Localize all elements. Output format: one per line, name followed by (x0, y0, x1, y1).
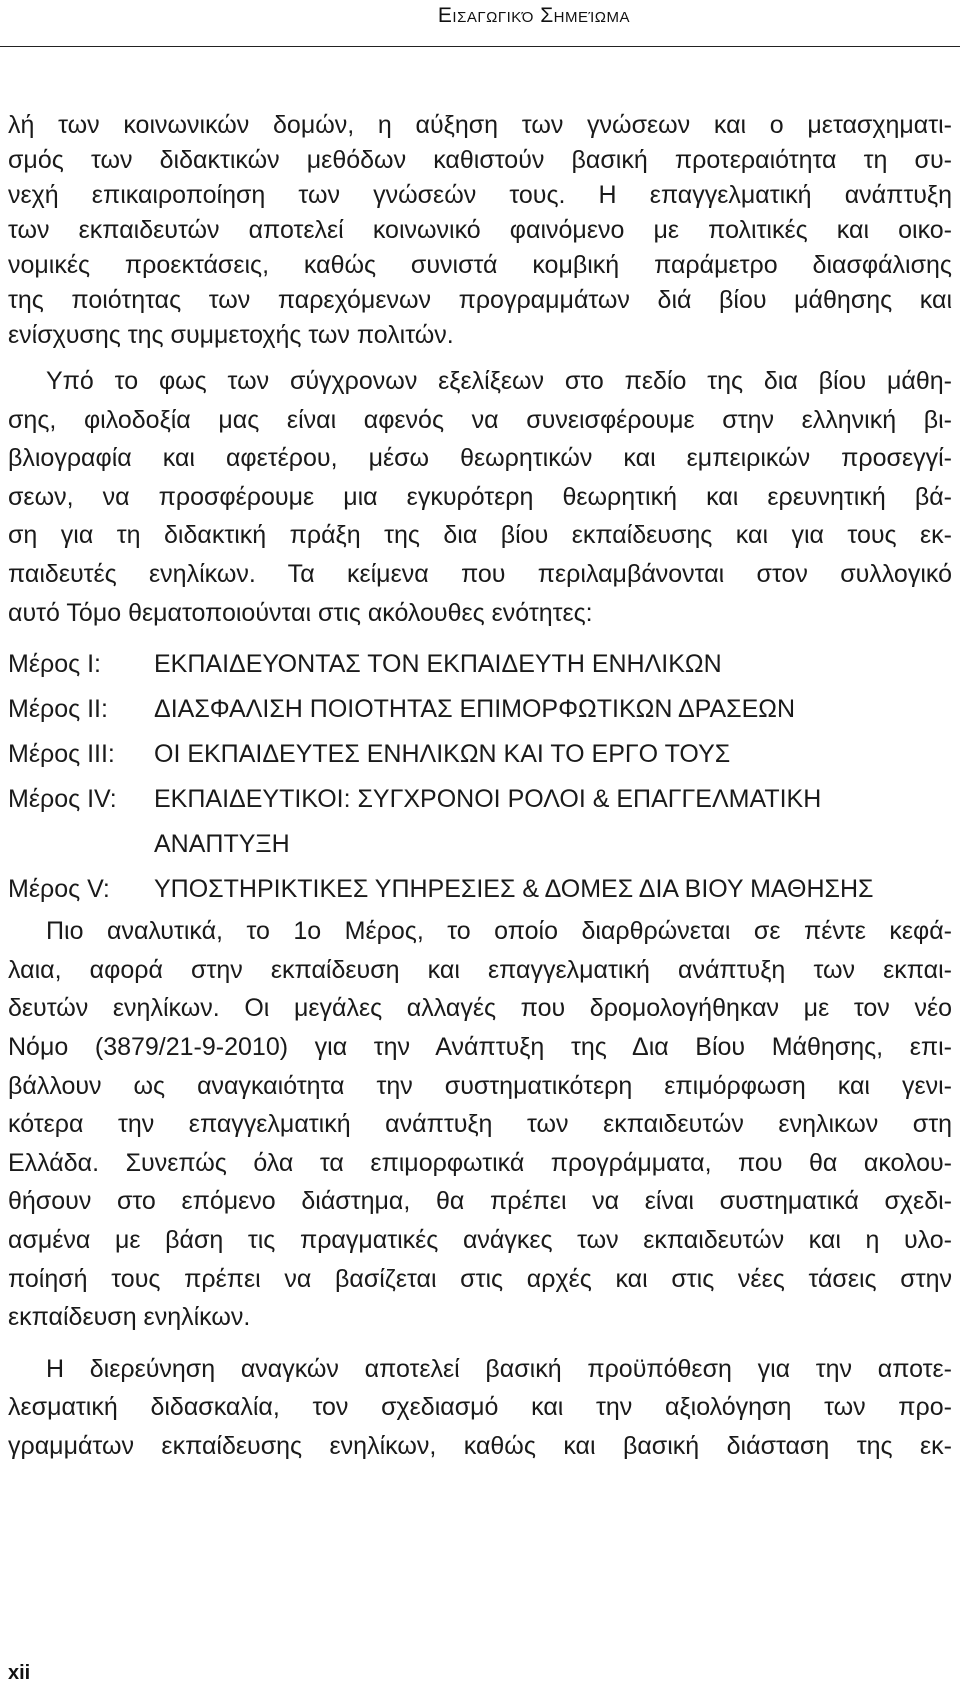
part-row (8, 732, 952, 777)
paragraph-4 (8, 1350, 952, 1466)
text-line: Η διερεύνηση αναγκών αποτελεί βασική προϋπόθεση για την αποτε- (46, 1354, 952, 1383)
text-line: θήσουν στο επόμενο διάστημα, θα πρέπει να είναι συστηματικά σχεδι- (8, 1187, 952, 1216)
part-label: Μέρος V: (8, 875, 110, 904)
text-line: των εκπαιδευτών αποτελεί κοινωνικό φαινόμενο με πολιτικές και οικο- (8, 216, 952, 244)
text-line: νομικές προεκτάσεις, καθώς συνιστά κομβική παράμετρο διασφάλισης (8, 251, 952, 279)
text-line: νεχή επικαιροποίηση των γνώσεών τους. Η επαγγελματική ανάπτυξη (8, 181, 952, 209)
running-header (0, 0, 960, 47)
text-line: λαια, αφορά στην εκπαίδευση και επαγγελματική ανάπτυξη των εκπαι- (8, 955, 952, 984)
part-label: Μέρος ΙΙ: (8, 695, 108, 724)
part-title: ΥΠΟΣΤΗΡΙΚΤΙΚΕΣ ΥΠΗΡΕΣΙΕΣ & ΔΟΜΕΣ ΔΙΑ ΒΙΟΥ ΜΑΘΗΣΗΣ (154, 875, 874, 904)
part-title: ΕΚΠΑΙΔΕΥΤΙΚΟΙ: ΣΥΓΧΡΟΝΟΙ ΡΟΛΟΙ & ΕΠΑΓΓΕΛΜΑΤΙΚΗ (154, 785, 822, 814)
text-line: βάλλουν ως αναγκαιότητα την συστηματικότερη επιμόρφωση και γενι- (8, 1071, 952, 1100)
text-line: ενίσχυσης της συμμετοχής των πολιτών. (8, 321, 454, 349)
text-line: ση για τη διδακτική πράξη της δια βίου εκπαίδευσης και για τους εκ- (8, 521, 952, 550)
text-line: λή των κοινωνικών δομών, η αύξηση των γνώσεων και ο μετασχηματι- (8, 111, 952, 139)
header-title: Εισαγωγικό Σημείωμα (437, 4, 630, 27)
part-label: Μέρος IV: (8, 785, 117, 814)
part-label: Μέρος Ι: (8, 650, 101, 679)
paragraph-1 (8, 108, 952, 353)
text-line: βλιογραφία και αφετέρου, μέσω θεωρητικών και εμπειρικών προσεγγί- (8, 444, 952, 473)
text-line: της ποιότητας των παρεχόμενων προγραμμάτων διά βίου μάθησης και (8, 286, 952, 314)
text-line: εκπαίδευση ενηλίκων. (8, 1303, 251, 1332)
text-line: ποίησή τους πρέπει να βασίζεται στις αρχές και στις νέες τάσεις στην (8, 1264, 952, 1293)
part-title: ΟΙ ΕΚΠΑΙΔΕΥΤΕΣ ΕΝΗΛΙΚΩΝ ΚΑΙ ΤΟ ΕΡΓΟ ΤΟΥΣ (154, 740, 731, 769)
text-line: σης, φιλοδοξία μας είναι αφενός να συνεισφέρουμε στην ελληνική βι- (8, 405, 952, 434)
part-label: Μέρος ΙΙΙ: (8, 740, 115, 769)
text-line: σμός των διδακτικών μεθόδων καθιστούν βασική προτεραιότητα τη συ- (8, 146, 952, 174)
part-title: ΔΙΑΣΦΑΛΙΣΗ ΠΟΙΟΤΗΤΑΣ ΕΠΙΜΟΡΦΩΤΙΚΩΝ ΔΡΑΣΕΩΝ (154, 695, 796, 724)
part-row (8, 642, 952, 687)
text-line: Νόμο (3879/21-9-2010) για την Ανάπτυξη της Δια Βίου Μάθησης, επι- (8, 1032, 952, 1061)
text-line: σεων, να προσφέρουμε μια εγκυρότερη θεωρητική και ερευνητική βά- (8, 482, 952, 511)
text-line: κότερα την επαγγελματική ανάπτυξη των εκπαιδευτών ενηλικων στη (8, 1110, 952, 1139)
parts-list (8, 642, 952, 912)
paragraph-3 (8, 912, 952, 1337)
text-line: παιδευτές ενηλίκων. Τα κείμενα που περιλαμβάνονται στον συλλογικό (8, 559, 952, 588)
text-line: Ελλάδα. Συνεπώς όλα τα επιμορφωτικά προγράμματα, που θα ακολου- (8, 1148, 952, 1177)
text-line: Πιο αναλυτικά, το 1ο Μέρος, το οποίο διαρθρώνεται σε πέντε κεφά- (46, 917, 952, 946)
page-body (8, 108, 952, 1465)
text-line: λεσματική διδασκαλία, τον σχεδιασμό και την αξιολόγηση των προ- (8, 1393, 952, 1422)
text-line: ασμένα με βάση τις πραγματικές ανάγκες των εκπαιδευτών και η υλο- (8, 1225, 952, 1254)
text-line: Υπό το φως των σύγχρονων εξελίξεων στο πεδίο της δια βίου μάθη- (46, 367, 952, 395)
part-row (8, 687, 952, 732)
part-title-continuation: ΑΝΑΠΤΥΞΗ (154, 830, 290, 859)
text-line: αυτό Τόμο θεματοποιούνται στις ακόλουθες ενότητες: (8, 598, 593, 627)
part-row (8, 867, 952, 912)
paragraph-2 (8, 362, 952, 632)
text-line: δευτών ενηλίκων. Οι μεγάλες αλλαγές που δρομολογήθηκαν με τον νέο (8, 994, 952, 1023)
part-row (8, 777, 952, 822)
page-number: xii (8, 1662, 31, 1684)
part-title: ΕΚΠΑΙΔΕΥΟΝΤΑΣ ΤΟΝ ΕΚΠΑΙΔΕΥΤΗ ΕΝΗΛΙΚΩΝ (154, 650, 722, 679)
text-line: γραμμάτων εκπαίδευσης ενηλίκων, καθώς και βασική διάσταση της εκ- (8, 1431, 952, 1460)
